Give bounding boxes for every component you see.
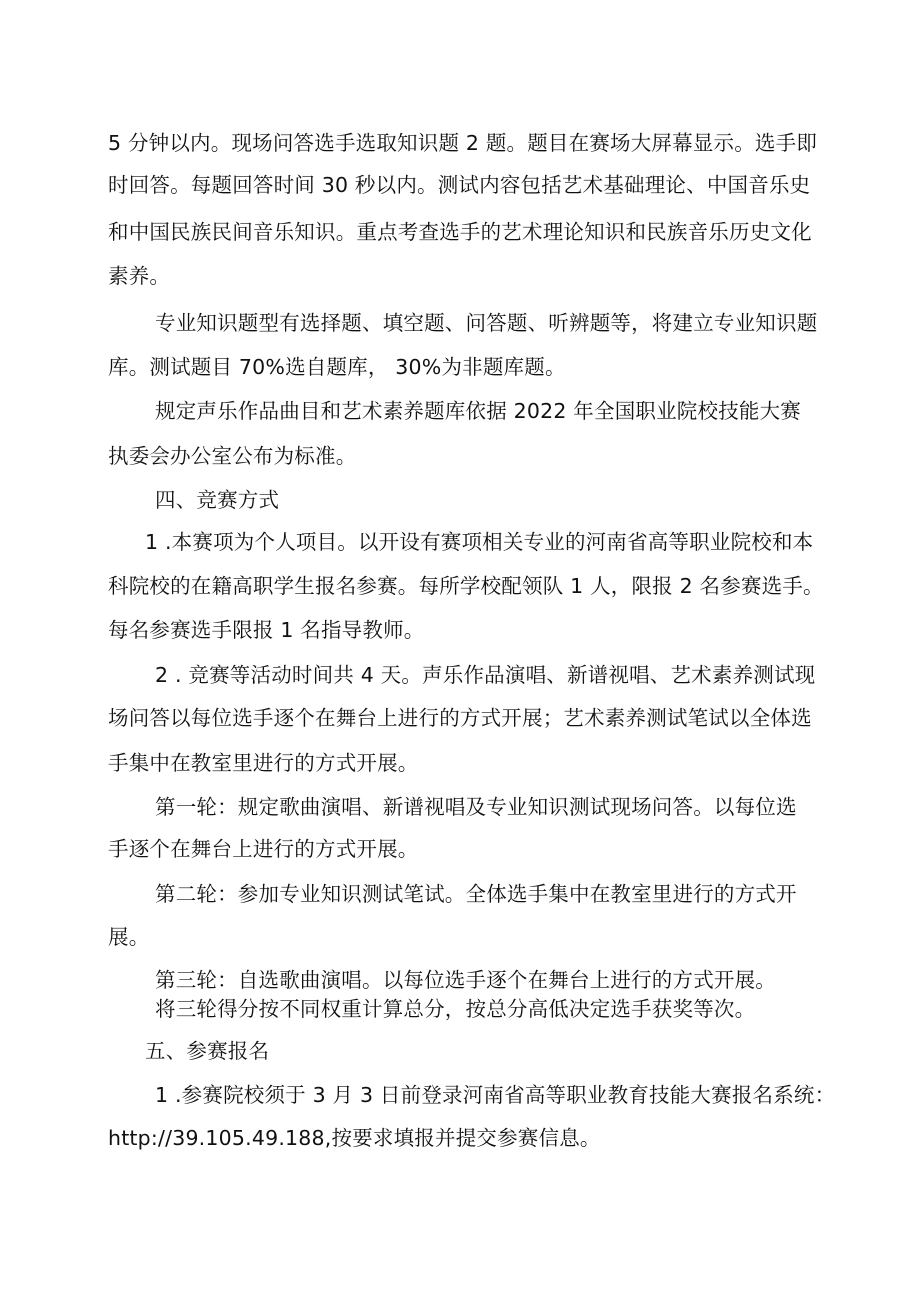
text-line: 第一轮：规定歌曲演唱、新谱视唱及专业知识测试现场问答。以每位选 <box>155 795 797 819</box>
text-line: 每名参赛选手限报 1 名指导教师。 <box>108 618 425 642</box>
text-line: 展。 <box>108 925 150 949</box>
section-heading: 五、参赛报名 <box>145 1039 270 1063</box>
text-line: 科院校的在籍高职学生报名参赛。每所学校配领队 1 人，限报 2 名参赛选手。 <box>108 574 824 598</box>
text-line: 将三轮得分按不同权重计算总分，按总分高低决定选手获奖等次。 <box>155 997 756 1021</box>
text-line: 第三轮：自选歌曲演唱。以每位选手逐个在舞台上进行的方式开展。 <box>155 968 776 992</box>
text-line: 手集中在教室里进行的方式开展。 <box>108 751 419 775</box>
text-line: 手逐个在舞台上进行的方式开展。 <box>108 837 419 861</box>
text-line: 1 .参赛院校须于 3 月 3 日前登录河南省高等职业教育技能大赛报名系统： <box>155 1083 836 1107</box>
text-line: 执委会办公室公布为标准。 <box>108 444 357 468</box>
text-line: 库。测试题目 70%选自题库， 30%为非题库题。 <box>108 355 566 379</box>
text-line: 素养。 <box>108 264 171 288</box>
text-line: 第二轮：参加专业知识测试笔试。全体选手集中在教室里进行的方式开 <box>155 882 797 906</box>
text-line: 1 .本赛项为个人项目。以开设有赛项相关专业的河南省高等职业院校和本 <box>145 530 814 554</box>
text-line: 专业知识题型有选择题、填空题、问答题、听辨题等，将建立专业知识题 <box>155 311 818 335</box>
text-line: 场问答以每位选手逐个在舞台上进行的方式开展；艺术素养测试笔试以全体选 <box>108 706 812 730</box>
url-line: http://39.105.49.188,按要求填报并提交参赛信息。 <box>108 1126 601 1150</box>
text-line: 和中国民族民间音乐知识。重点考查选手的艺术理论知识和民族音乐历史文化 <box>108 220 812 244</box>
section-heading: 四、竞赛方式 <box>155 488 280 512</box>
text-line: 2 . 竞赛等活动时间共 4 天。声乐作品演唱、新谱视唱、艺术素养测试现 <box>155 663 816 687</box>
text-line: 时回答。每题回答时间 30 秒以内。测试内容包括艺术基础理论、中国音乐史 <box>108 173 811 197</box>
text-line: 5 分钟以内。现场问答选手选取知识题 2 题。题目在赛场大屏幕显示。选手即 <box>108 131 818 155</box>
text-line: 规定声乐作品曲目和艺术素养题库依据 2022 年全国职业院校技能大赛 <box>155 399 802 423</box>
